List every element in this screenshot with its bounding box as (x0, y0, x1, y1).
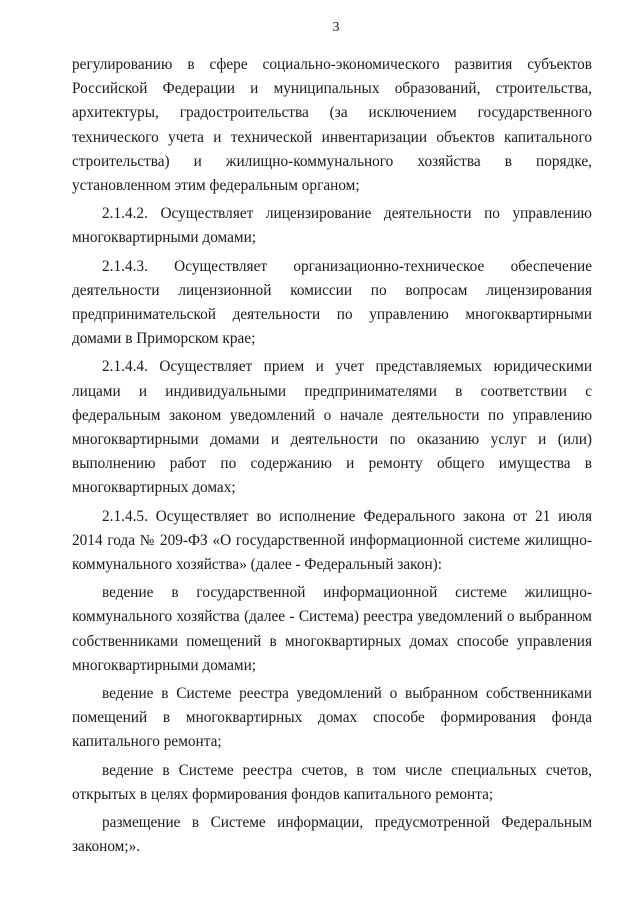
paragraph-2-1-4-2: 2.1.4.2. Осуществляет лицензирование деятельности по управлению многоквартирными домами; (72, 205, 592, 247)
paragraph-2-1-4-4: 2.1.4.4. Осуществляет прием и учет представляемых юридическими лицами и индивидуальными предпринимателями в соответствии с федеральным законом уведомлений о начале деятельности по управлению многоквартирными домами и деятельности по оказанию услуг и (или) выполнению работ по содержанию и ремонту общего имущества в многоквартирных домах; (72, 358, 592, 497)
paragraph-continuation: регулированию в сфере социально-экономического развития субъектов Российской Федерации и муниципальных образований, строительства, архитектуры, градостроительства (за исключением государственного технического учета и технической инвентаризации объектов капитального строительства) и жилищно-коммунального хозяйства в порядке, установленном этим федеральным органом; (72, 56, 592, 195)
paragraph-registry-management: ведение в государственной информационной системе жилищно-коммунального хозяйства (далее - Система) реестра уведомлений о выбранном собственниками помещений в многоквартирных домах способе управления многоквартирными домами; (72, 584, 592, 674)
paragraph-2-1-4-3: 2.1.4.3. Осуществляет организационно-техническое обеспечение деятельности лицензионной комиссии по вопросам лицензирования предпринимательской деятельности по управлению многоквартирными домами в Приморском крае; (72, 257, 592, 348)
document-body (72, 53, 592, 860)
paragraph-information-placement: размещение в Системе информации, предусмотренной Федеральным законом;». (72, 814, 592, 856)
paragraph-2-1-4-5: 2.1.4.5. Осуществляет во исполнение Федерального закона от 21 июля 2014 года № 209-ФЗ «О государственной информационной системе жилищно-коммунального хозяйства» (далее - Федеральный закон): (72, 507, 592, 574)
paragraph-capital-repair-fund: ведение в Системе реестра уведомлений о выбранном собственниками помещений в многоквартирных домах способе формирования фонда капитального ремонта; (72, 685, 592, 751)
page-number: 3 (332, 20, 340, 35)
paragraph-accounts-registry: ведение в Системе реестра счетов, в том числе специальных счетов, открытых в целях формирования фондов капитального ремонта; (72, 761, 592, 803)
